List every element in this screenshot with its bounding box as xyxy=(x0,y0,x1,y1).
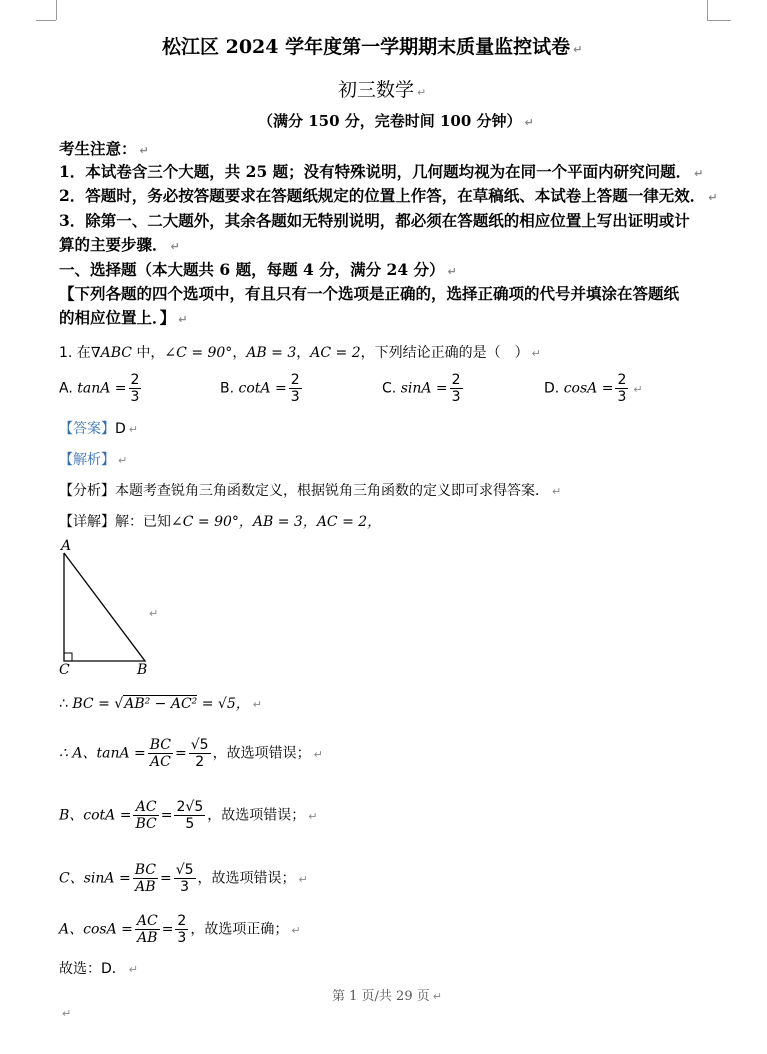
option-a: A. tanA = $\frac{2}{3}$ xyxy=(59,372,140,405)
detail-line: 【详解】解：已知∠C = 90°，AB = 3，AC = 2， xyxy=(59,514,382,530)
step-bc: ∴ BC = √AB² − AC² = √5， ↵ xyxy=(59,696,262,712)
return-mark: ↵ xyxy=(149,607,159,620)
step-b: B、cotA = $\frac{AC}{BC}$ = $\frac{2√5}{5}$ ，故选项错误； ↵ xyxy=(59,799,318,832)
vertex-b-label: B xyxy=(137,662,148,677)
notice-heading: 考生注意： ↵ xyxy=(59,139,149,158)
vertex-a-label: A xyxy=(61,538,72,554)
option-d: D. cosA = $\frac{2}{3}$ ↵ xyxy=(544,372,643,405)
option-c: C. sinA = $\frac{2}{3}$ xyxy=(382,372,461,405)
vertex-c-label: C xyxy=(59,662,70,677)
section-heading: 一、选择题（本大题共 6 题，每题 4 分，满分 24 分） ↵ xyxy=(59,260,457,279)
right-angle-mark xyxy=(64,653,72,661)
crop-mark-top-right-h xyxy=(707,20,731,21)
exam-info: （满分 150 分，完卷时间 100 分钟） ↵ xyxy=(258,112,534,130)
step-c: C、sinA = $\frac{BC}{AB}$ = $\frac{√5}{3}$ ，故选项错误； ↵ xyxy=(59,862,308,895)
step-a: ∴ A、tanA = $\frac{BC}{AC}$ = $\frac{√5}{2}$ ，故选项错误； ↵ xyxy=(59,737,323,770)
notice-item-2: 2．答题时，务必按答题要求在答题纸规定的位置上作答，在草稿纸、本试卷上答题一律无效． ↵ xyxy=(59,186,718,205)
option-b: B. cotA = $\frac{2}{3}$ xyxy=(220,372,300,405)
subject-title: 初三数学 ↵ xyxy=(338,79,427,101)
question-1-stem: 1. 在∇ABC 中，∠C = 90°，AB = 3，AC = 2，下列结论正确的是（ ） ↵ xyxy=(59,345,541,361)
crop-mark-top-right xyxy=(707,0,708,20)
notice-item-1: 1．本试卷含三个大题，共 25 题；没有特殊说明，几何题均视为在同一个平面内研究问题． ↵ xyxy=(59,162,704,181)
trailing-return-mark: ↵ xyxy=(62,1007,72,1020)
page-title: 松江区 2024 学年度第一学期期末质量监控试卷 ↵ xyxy=(162,36,583,58)
triangle-outline xyxy=(64,553,145,661)
notice-item-3a: 3．除第一、二大题外，其余各题如无特别说明，都必须在答题纸的相应位置上写出证明或计 xyxy=(59,211,690,230)
answer-line: 【答案】D ↵ xyxy=(59,421,138,437)
crop-mark-top-left xyxy=(56,0,57,20)
step-d: A、cosA = $\frac{AC}{AB}$ = $\frac{2}{3}$ ，故选项正确； ↵ xyxy=(59,913,301,946)
conclusion: 故选：D． ↵ xyxy=(59,961,138,977)
fenxi-line: 【分析】本题考查锐角三角函数定义，根据锐角三角函数的定义即可求得答案． ↵ xyxy=(59,483,562,499)
crop-mark-top-left-h xyxy=(36,20,56,21)
analysis-label: 【解析】 ↵ xyxy=(59,452,128,468)
notice-item-3b: 算的主要步骤． ↵ xyxy=(59,235,180,254)
section-instruction-a: 【下列各题的四个选项中，有且只有一个选项是正确的，选择正确项的代号并填涂在答题纸 xyxy=(59,284,680,303)
section-instruction-b: 的相应位置上．】 ↵ xyxy=(59,308,188,327)
page-footer: 第 1 页/共 29 页 ↵ xyxy=(332,989,442,1004)
